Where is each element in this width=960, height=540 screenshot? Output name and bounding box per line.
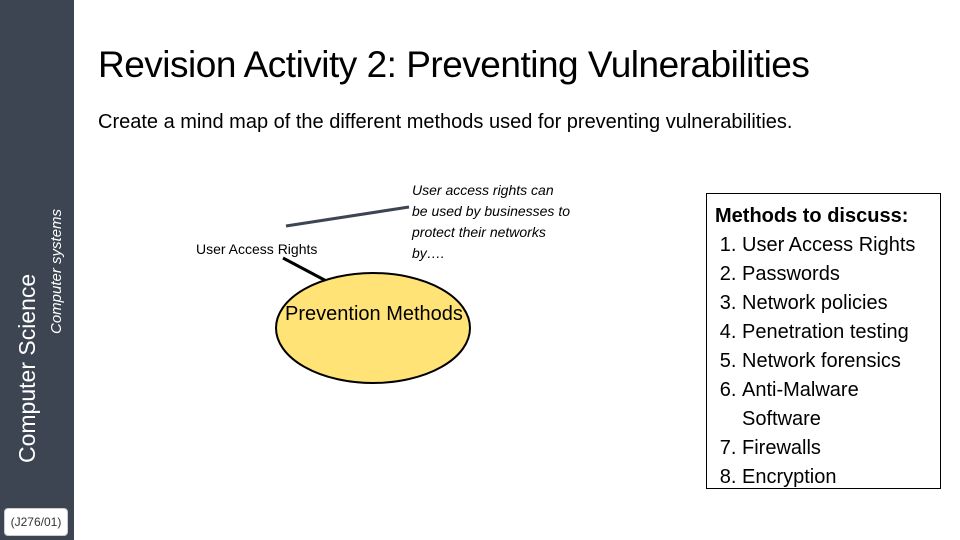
note-connector: [286, 207, 409, 226]
list-item: 3. Network policies: [742, 289, 940, 318]
subject-label: Computer Science: [14, 273, 40, 463]
branch-user-access-rights[interactable]: User Access Rights: [196, 241, 318, 257]
branch-note: User access rights can be used by businesses to protect their networks by….: [412, 182, 570, 261]
list-item: 6. Anti-Malware Software: [742, 376, 940, 434]
list-item: 2. Passwords: [742, 260, 940, 289]
list-item: 1. User Access Rights: [742, 231, 940, 260]
list-item: 5. Network forensics: [742, 347, 940, 376]
list-item: 4. Penetration testing: [742, 318, 940, 347]
spec-code-badge: (J276/01): [4, 508, 68, 536]
methods-heading: Methods to discuss:: [715, 205, 909, 227]
list-item: 8. Encryption: [742, 463, 940, 492]
slide-instruction: Create a mind map of the different methods used for preventing vulnerabilities.: [98, 111, 793, 133]
list-item: 7. Firewalls: [742, 434, 940, 463]
center-node-label: Prevention Methods: [285, 303, 463, 325]
methods-list: [715, 231, 940, 492]
methods-box: [706, 193, 941, 489]
slide-title: Revision Activity 2: Preventing Vulnerabilities: [98, 44, 810, 85]
topic-label: Computer systems: [48, 208, 65, 334]
